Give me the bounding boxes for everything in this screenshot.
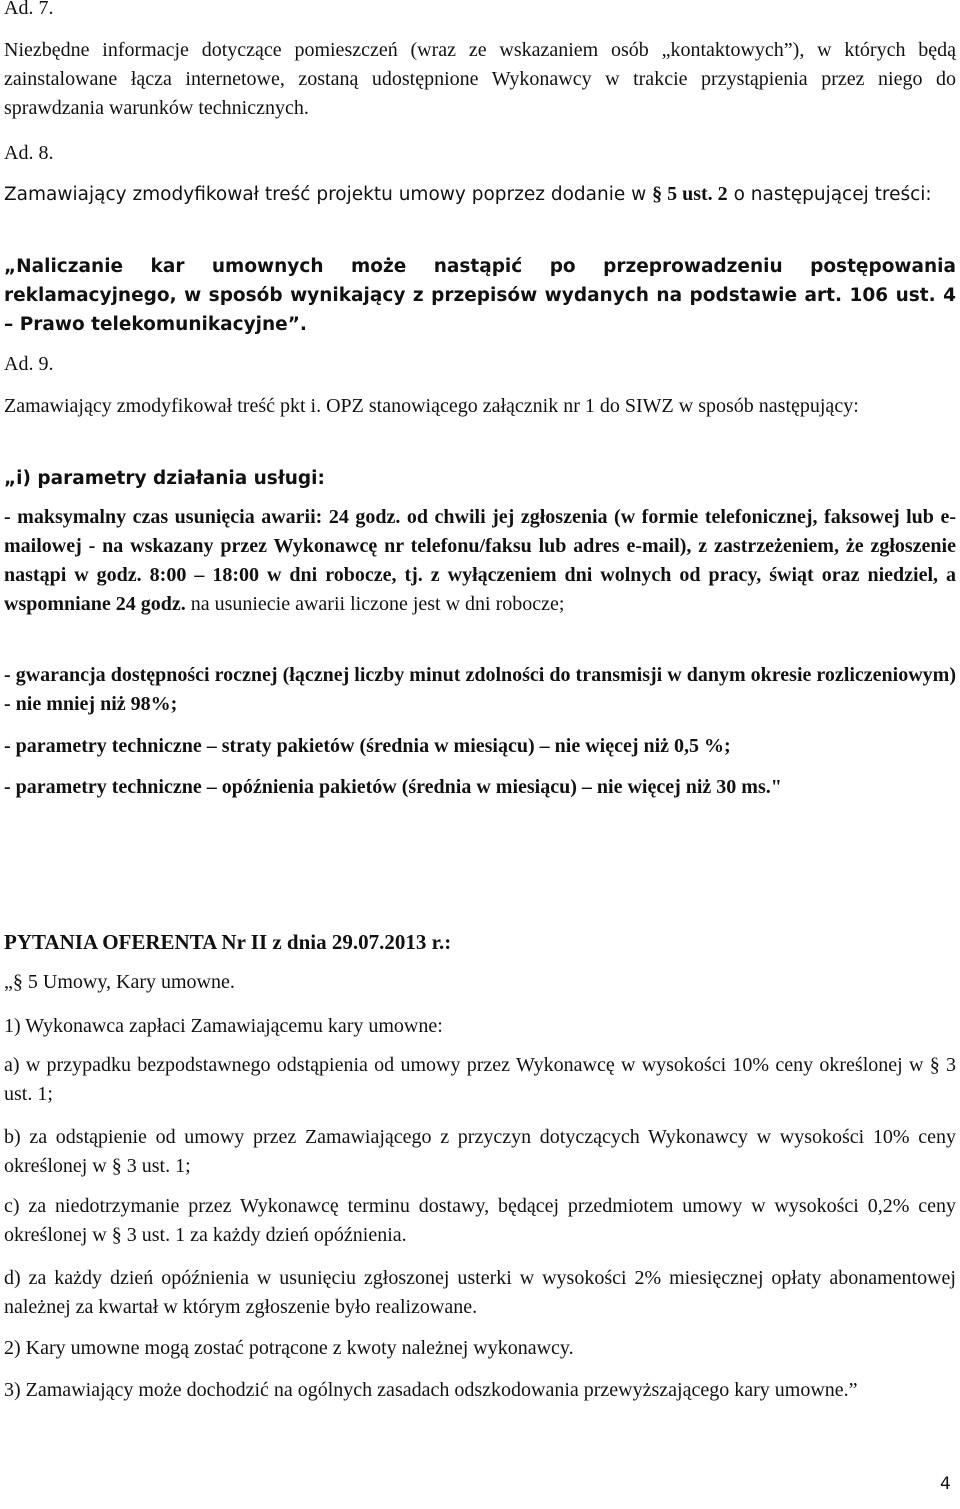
ad9-params-heading: „i) parametry działania usługi: [4, 468, 325, 489]
ad9-max-repair-time-rest: na usuniecie awarii liczone jest w dni robocze; [185, 593, 565, 615]
questions-title: PYTANIA OFERENTA Nr II z dnia 29.07.2013 r.: [4, 930, 452, 954]
paragraph-ad7: Niezbędne informacje dotyczące pomieszczeń (wraz ze wskazaniem osób „kontaktowych”), w których będą zainstalowane łącza internetowe, zostaną udostępnione Wykonawcy w trakcie przystąpienia przez niego do sprawdzania warunków technicznych. [4, 39, 956, 119]
ad9-packet-delay: - parametry techniczne – opóźnienia pakietów (średnia w miesiącu) – nie więcej niż 30 ms." [4, 776, 782, 798]
questions-point-a: a) w przypadku bezpodstawnego odstąpienia od umowy przez Wykonawcę w wysokości 10% ceny określonej w § 3 ust. 1; [4, 1054, 956, 1105]
heading-ad7: Ad. 7. [4, 0, 54, 19]
ad8-text-bold: § 5 ust. 2 [652, 183, 728, 205]
questions-point-c: c) za niedotrzymanie przez Wykonawcę terminu dostawy, będącej przedmiotem umowy w wysokości 0,2% ceny określonej w § 3 ust. 1 za każdy dzień opóźnienia. [4, 1195, 956, 1246]
ad9-availability: - gwarancja dostępności rocznej (łącznej liczby minut zdolności do transmisji w danym okresie rozliczeniowym) - nie mniej niż 98%; [4, 664, 956, 715]
paragraph-ad8 [4, 180, 956, 209]
ad8-text-before: Zamawiający zmodyfikował treść projektu umowy poprzez dodanie w [4, 184, 653, 205]
heading-ad9: Ad. 9. [4, 353, 54, 375]
heading-ad8: Ad. 8. [4, 142, 54, 164]
ad9-max-repair-time-bold: - maksymalny czas usunięcia awarii: 24 godz. od chwili jej zgłoszenia (w formie telefonicznej, faksowej lub e-mailowej - na wskazany przez Wykonawcę nr telefonu/faksu lub adres e-mail), z zastrzeżeniem, że zgłoszenie nastąpi w godz. 8:00 – 18:00 w dni robocze, tj. z wyłączeniem dni wolnych od pracy, świąt oraz niedziel, a wspomniane 24 godz. [4, 506, 956, 615]
paragraph-ad9: Zamawiający zmodyfikował treść pkt i. OPZ stanowiącego załącznik nr 1 do SIWZ w sposób następujący: [4, 395, 859, 417]
ad9-max-repair-time [4, 503, 956, 619]
questions-point-b: b) za odstąpienie od umowy przez Zamawiającego z przyczyn dotyczących Wykonawcy w wysokości 10% ceny określonej w § 3 ust. 1; [4, 1126, 956, 1177]
ad8-text-after: o następującej treści: [727, 184, 932, 205]
questions-point-2: 2) Kary umowne mogą zostać potrącone z kwoty należnej wykonawcy. [4, 1337, 574, 1359]
questions-section: „§ 5 Umowy, Kary umowne. [4, 971, 235, 993]
questions-point-1: 1) Wykonawca zapłaci Zamawiającemu kary umowne: [4, 1015, 443, 1037]
ad9-packet-loss: - parametry techniczne – straty pakietów (średnia w miesiącu) – nie więcej niż 0,5 %; [4, 735, 731, 757]
questions-point-3: 3) Zamawiający może dochodzić na ogólnych zasadach odszkodowania przewyższającego kary umowne.” [4, 1379, 858, 1401]
questions-point-d: d) za każdy dzień opóźnienia w usunięciu zgłoszonej usterki w wysokości 2% miesięcznej opłaty abonamentowej należnej za kwartał w którym zgłoszenie było realizowane. [4, 1267, 956, 1318]
page-number: 4 [940, 1474, 951, 1494]
ad8-quote: „Naliczanie kar umownych może nastąpić po przeprowadzeniu postępowania reklamacyjnego, w sposób wynikający z przepisów wydanych na podstawie art. 106 ust. 4 – Prawo telekomunikacyjne”. [4, 256, 956, 335]
